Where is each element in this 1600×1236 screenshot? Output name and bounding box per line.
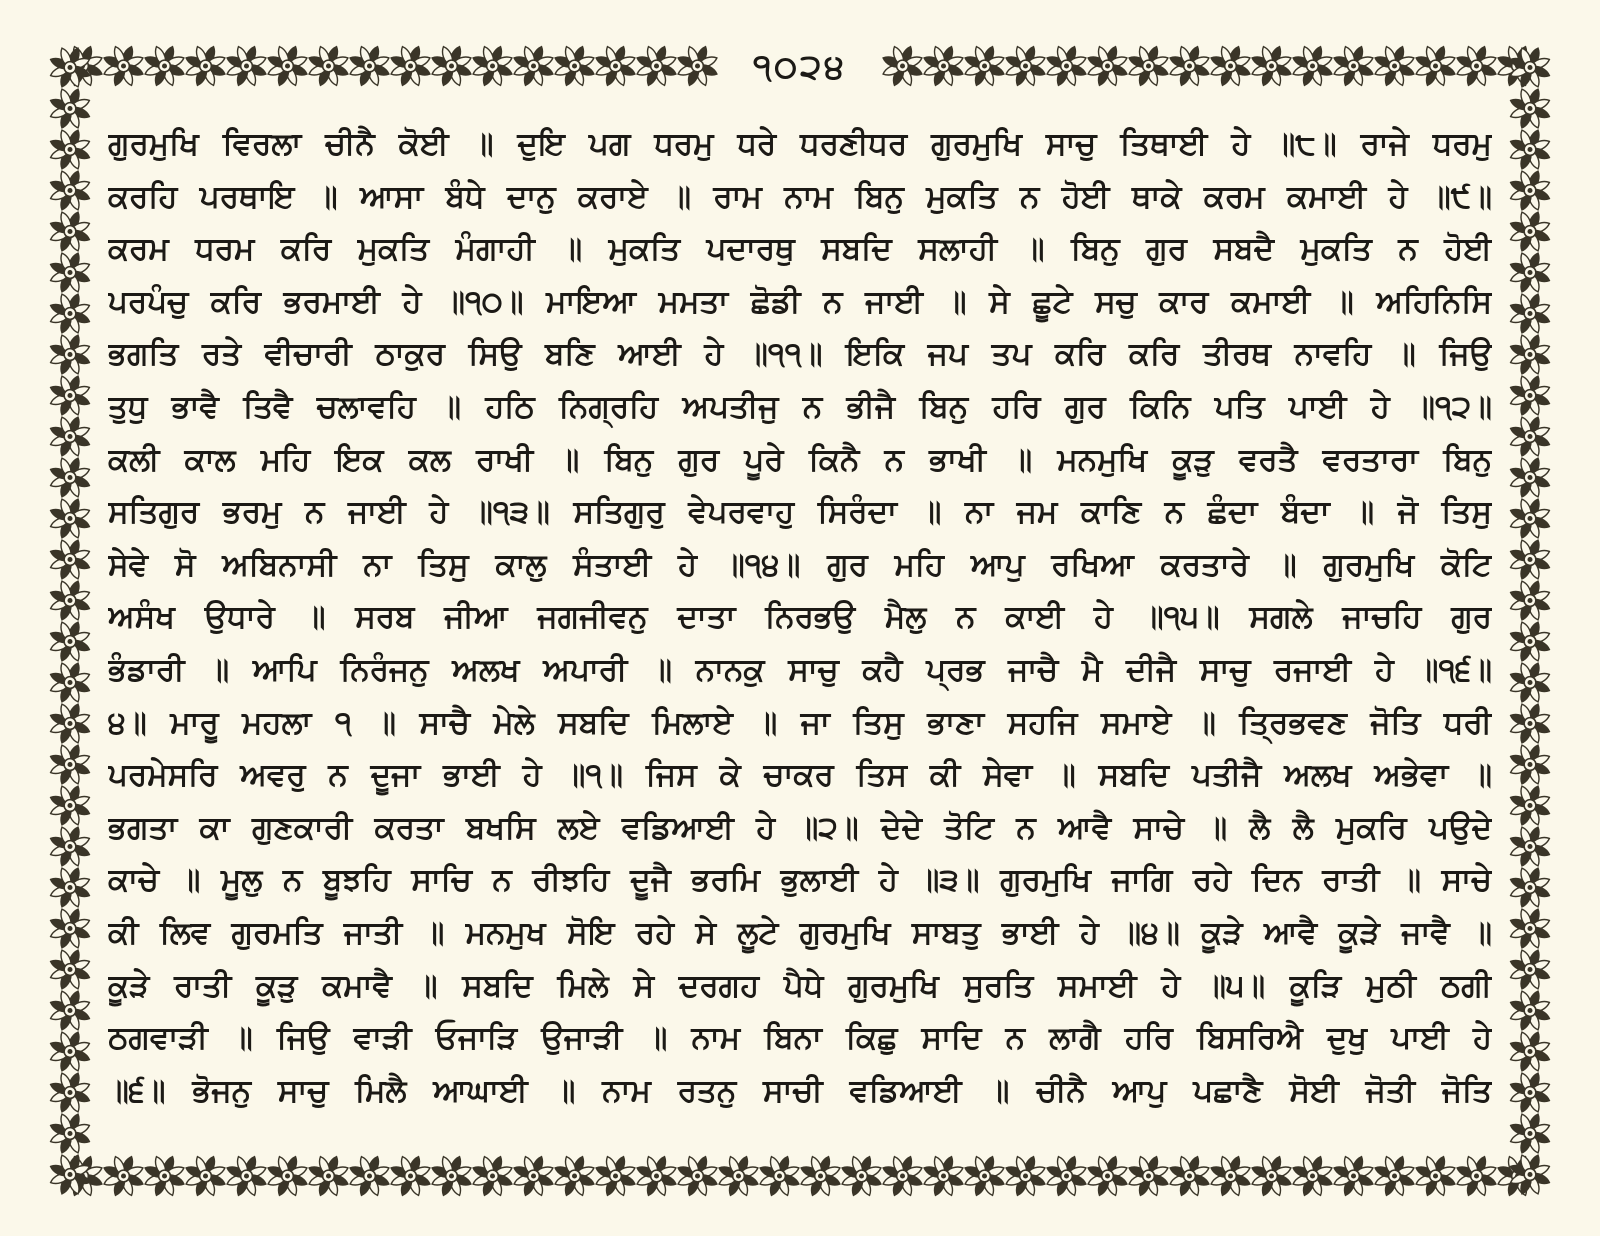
flower-ornament-icon xyxy=(1509,662,1551,704)
flower-ornament-icon xyxy=(49,744,91,786)
text-line: ਭੰਡਾਰੀ ॥ ਆਪਿ ਨਿਰੰਜਨੁ ਅਲਖ ਅਪਾਰੀ ॥ ਨਾਨਕੁ ਸਾਚੁ ਕਹੈ ਪ੍ਰਭ ਜਾਚੈ ਮੈ ਦੀਜੈ ਸਾਚੁ ਰਜਾਈ ਹੇ ॥੧੬॥ xyxy=(108,651,1492,688)
flower-ornament-icon xyxy=(595,45,637,87)
flower-ornament-icon xyxy=(49,457,91,499)
flower-ornament-icon xyxy=(49,703,91,745)
flower-ornament-icon xyxy=(226,45,268,87)
text-line: ਕਾਚੇ ॥ ਮੂਲੁ ਨ ਬੂਝਹਿ ਸਾਚਿ ਨ ਰੀਝਹਿ ਦੂਜੈ ਭਰਮਿ ਭੁਲਾਈ ਹੇ ॥੩॥ ਗੁਰਮੁਖਿ ਜਾਗਿ ਰਹੇ ਦਿਨ ਰਾਤੀ ॥ ਸਾਚੇ xyxy=(108,862,1492,899)
flower-ornament-icon xyxy=(1509,990,1551,1032)
flower-ornament-icon xyxy=(1509,293,1551,335)
flower-ornament-icon xyxy=(1509,580,1551,622)
text-line: ॥੬॥ ਭੋਜਨੁ ਸਾਚੁ ਮਿਲੈ ਆਘਾਈ ॥ ਨਾਮ ਰਤਨੁ ਸਾਚੀ ਵਡਿਆਈ ॥ ਚੀਨੈ ਆਪੁ ਪਛਾਣੈ ਸੋਈ ਜੋਤੀ ਜੋਤਿ xyxy=(108,1072,1492,1109)
text-line: ਪਰਮੇਸਰਿ ਅਵਰੁ ਨ ਦੂਜਾ ਭਾਈ ਹੇ ॥੧॥ ਜਿਸ ਕੇ ਚਾਕਰ ਤਿਸ ਕੀ ਸੇਵਾ ॥ ਸਬਦਿ ਪਤੀਜੈ ਅਲਖ ਅਭੇਵਾ ॥ xyxy=(108,757,1492,794)
flower-ornament-icon xyxy=(49,662,91,704)
flower-ornament-icon xyxy=(49,416,91,458)
flower-ornament-icon xyxy=(513,45,555,87)
flower-ornament-icon xyxy=(267,45,309,87)
text-line: ਪਰਪੰਚੁ ਕਰਿ ਭਰਮਾਈ ਹੇ ॥੧੦॥ ਮਾਇਆ ਮਮਤਾ ਛੋਡੀ ਨ ਜਾਈ ॥ ਸੇ ਛੂਟੇ ਸਚੁ ਕਾਰ ਕਮਾਈ ॥ ਅਹਿਨਿਸਿ xyxy=(108,283,1492,320)
flower-ornament-icon xyxy=(1509,1031,1551,1073)
text-line: ਭਗਤਿ ਰਤੇ ਵੀਚਾਰੀ ਠਾਕੁਰ ਸਿਉ ਬਣਿ ਆਈ ਹੇ ॥੧੧॥ ਇਕਿ ਜਪ ਤਪ ਕਰਿ ਕਰਿ ਤੀਰਥ ਨਾਵਹਿ ॥ ਜਿਉ xyxy=(108,336,1492,373)
flower-ornament-icon xyxy=(1509,334,1551,376)
flower-ornament-icon xyxy=(49,1113,91,1155)
flower-ornament-icon xyxy=(49,1072,91,1114)
flower-ornament-icon xyxy=(49,908,91,950)
flower-ornament-icon xyxy=(49,47,91,89)
flower-ornament-icon xyxy=(1509,1154,1551,1196)
flower-ornament-icon xyxy=(308,45,350,87)
flower-ornament-icon xyxy=(1128,45,1170,87)
flower-ornament-icon xyxy=(49,1031,91,1073)
border-left-ornaments xyxy=(42,38,98,1204)
flower-ornament-icon xyxy=(49,498,91,540)
flower-ornament-icon xyxy=(49,785,91,827)
flower-ornament-icon xyxy=(1509,744,1551,786)
flower-ornament-icon xyxy=(1046,45,1088,87)
flower-ornament-icon xyxy=(554,45,596,87)
flower-ornament-icon xyxy=(1509,170,1551,212)
flower-ornament-icon xyxy=(1509,949,1551,991)
flower-ornament-icon xyxy=(923,45,965,87)
flower-ornament-icon xyxy=(1509,129,1551,171)
flower-ornament-icon xyxy=(49,334,91,376)
flower-ornament-icon xyxy=(49,170,91,212)
flower-ornament-icon xyxy=(472,45,514,87)
flower-ornament-icon xyxy=(1087,45,1129,87)
flower-ornament-icon xyxy=(185,45,227,87)
text-line: ਕੀ ਲਿਵ ਗੁਰਮਤਿ ਜਾਤੀ ॥ ਮਨਮੁਖ ਸੋਇ ਰਹੇ ਸੇ ਲੂਟੇ ਗੁਰਮੁਖਿ ਸਾਬਤੁ ਭਾਈ ਹੇ ॥੪॥ ਕੂੜੇ ਆਵੈ ਕੂੜੇ ਜਾਵੈ ॥ xyxy=(108,914,1492,951)
text-line: ਠਗਵਾੜੀ ॥ ਜਿਉ ਵਾੜੀ ਓਜਾੜਿ ਉਜਾੜੀ ॥ ਨਾਮ ਬਿਨਾ ਕਿਛੁ ਸਾਦਿ ਨ ਲਾਗੈ ਹਰਿ ਬਿਸਰਿਐ ਦੁਖੁ ਪਾਈ ਹੇ xyxy=(108,1020,1492,1057)
flower-ornament-icon xyxy=(1210,45,1252,87)
text-line: ਅਸੰਖ ਉਧਾਰੇ ॥ ਸਰਬ ਜੀਆ ਜਗਜੀਵਨੁ ਦਾਤਾ ਨਿਰਭਉ ਮੈਲੁ ਨ ਕਾਈ ਹੇ ॥੧੫॥ ਸਗਲੇ ਜਾਚਹਿ ਗੁਰ xyxy=(108,599,1492,636)
scripture-text xyxy=(108,118,1492,1118)
text-line: ੪॥ ਮਾਰੂ ਮਹਲਾ ੧ ॥ ਸਾਚੈ ਮੇਲੇ ਸਬਦਿ ਮਿਲਾਏ ॥ ਜਾ ਤਿਸੁ ਭਾਣਾ ਸਹਜਿ ਸਮਾਏ ॥ ਤ੍ਰਿਭਵਣ ਜੋਤਿ ਧਰੀ xyxy=(108,704,1492,741)
flower-ornament-icon xyxy=(49,1154,91,1196)
flower-ornament-icon xyxy=(49,88,91,130)
flower-ornament-icon xyxy=(49,621,91,663)
flower-ornament-icon xyxy=(1509,621,1551,663)
text-line: ਕਰਮ ਧਰਮ ਕਰਿ ਮੁਕਤਿ ਮੰਗਾਹੀ ॥ ਮੁਕਤਿ ਪਦਾਰਥੁ ਸਬਦਿ ਸਲਾਹੀ ॥ ਬਿਨੁ ਗੁਰ ਸਬਦੈ ਮੁਕਤਿ ਨ ਹੋਈ xyxy=(108,231,1492,268)
flower-ornament-icon xyxy=(49,867,91,909)
flower-ornament-icon xyxy=(1374,45,1416,87)
flower-ornament-icon xyxy=(49,375,91,417)
text-line: ਸੇਵੇ ਸੋ ਅਬਿਨਾਸੀ ਨਾ ਤਿਸੁ ਕਾਲੁ ਸੰਤਾਈ ਹੇ ॥੧੪॥ ਗੁਰ ਮਹਿ ਆਪੁ ਰਖਿਆ ਕਰਤਾਰੇ ॥ ਗੁਰਮੁਖਿ ਕੋਟਿ xyxy=(108,546,1492,583)
flower-ornament-icon xyxy=(49,129,91,171)
flower-ornament-icon xyxy=(49,826,91,868)
flower-ornament-icon xyxy=(1509,416,1551,458)
ornament-strip xyxy=(42,38,98,1204)
text-line: ਸਤਿਗੁਰ ਭਰਮੁ ਨ ਜਾਈ ਹੇ ॥੧੩॥ ਸਤਿਗੁਰੁ ਵੇਪਰਵਾਹੁ ਸਿਰੰਦਾ ॥ ਨਾ ਜਮ ਕਾਣਿ ਨ ਛੰਦਾ ਬੰਦਾ ॥ ਜੋ ਤਿਸੁ xyxy=(108,494,1492,531)
flower-ornament-icon xyxy=(431,45,473,87)
flower-ornament-icon xyxy=(49,539,91,581)
flower-ornament-icon xyxy=(390,45,432,87)
text-line: ਗੁਰਮੁਖਿ ਵਿਰਲਾ ਚੀਨੈ ਕੋਈ ॥ ਦੁਇ ਪਗ ਧਰਮੁ ਧਰੇ ਧਰਣੀਧਰ ਗੁਰਮੁਖਿ ਸਾਚੁ ਤਿਥਾਈ ਹੇ ॥੮॥ ਰਾਜੇ ਧਰਮੁ xyxy=(108,126,1492,162)
text-line: ਕਰਹਿ ਪਰਥਾਇ ॥ ਆਸਾ ਬੰਧੇ ਦਾਨੁ ਕਰਾਏ ॥ ਰਾਮ ਨਾਮ ਬਿਨੁ ਮੁਕਤਿ ਨ ਹੋਈ ਥਾਕੇ ਕਰਮ ਕਮਾਈ ਹੇ ॥੯॥ xyxy=(108,178,1492,215)
flower-ornament-icon xyxy=(49,293,91,335)
border-right-ornaments xyxy=(1502,38,1558,1204)
flower-ornament-icon xyxy=(1509,703,1551,745)
flower-ornament-icon xyxy=(49,211,91,253)
flower-ornament-icon xyxy=(1509,867,1551,909)
flower-ornament-icon xyxy=(1509,47,1551,89)
flower-ornament-icon xyxy=(1509,457,1551,499)
ornament-strip xyxy=(1502,38,1558,1204)
flower-ornament-icon xyxy=(1415,45,1457,87)
flower-ornament-icon xyxy=(1509,785,1551,827)
flower-ornament-icon xyxy=(1169,45,1211,87)
flower-ornament-icon xyxy=(103,45,145,87)
flower-ornament-icon xyxy=(49,949,91,991)
flower-ornament-icon xyxy=(1509,375,1551,417)
flower-ornament-icon xyxy=(882,45,924,87)
flower-ornament-icon xyxy=(1509,498,1551,540)
flower-ornament-icon xyxy=(677,45,719,87)
flower-ornament-icon xyxy=(1509,1072,1551,1114)
flower-ornament-icon xyxy=(144,45,186,87)
flower-ornament-icon xyxy=(1509,88,1551,130)
flower-ornament-icon xyxy=(1456,45,1498,87)
flower-ornament-icon xyxy=(1005,45,1047,87)
flower-ornament-icon xyxy=(1292,45,1334,87)
flower-ornament-icon xyxy=(1509,211,1551,253)
flower-ornament-icon xyxy=(1333,45,1375,87)
text-line: ਕੂੜੇ ਰਾਤੀ ਕੂੜੁ ਕਮਾਵੈ ॥ ਸਬਦਿ ਮਿਲੇ ਸੇ ਦਰਗਹ ਪੈਧੇ ਗੁਰਮੁਖਿ ਸੁਰਤਿ ਸਮਾਈ ਹੇ ॥੫॥ ਕੂੜਿ ਮੁਠੀ ਠਗੀ xyxy=(108,967,1492,1004)
flower-ornament-icon xyxy=(1509,908,1551,950)
flower-ornament-icon xyxy=(49,252,91,294)
flower-ornament-icon xyxy=(49,990,91,1032)
flower-ornament-icon xyxy=(1509,1113,1551,1155)
text-line xyxy=(108,1117,1492,1170)
flower-ornament-icon xyxy=(1509,252,1551,294)
text-line: ਤੁਧੁ ਭਾਵੈ ਤਿਵੈ ਚਲਾਵਹਿ ॥ ਹਠਿ ਨਿਗ੍ਰਹਿ ਅਪਤੀਜੁ ਨ ਭੀਜੈ ਬਿਨੁ ਹਰਿ ਗੁਰ ਕਿਨਿ ਪਤਿ ਪਾਈ ਹੇ ॥੧੨॥ xyxy=(108,388,1492,425)
flower-ornament-icon xyxy=(636,45,678,87)
flower-ornament-icon xyxy=(349,45,391,87)
flower-ornament-icon xyxy=(964,45,1006,87)
flower-ornament-icon xyxy=(1251,45,1293,87)
text-line: ਭਗਤਾ ਕਾ ਗੁਣਕਾਰੀ ਕਰਤਾ ਬਖਸਿ ਲਏ ਵਡਿਆਈ ਹੇ ॥੨॥ ਦੇਦੇ ਤੋਟਿ ਨ ਆਵੈ ਸਾਚੇ ॥ ਲੈ ਲੈ ਮੁਕਰਿ ਪਉਦੇ xyxy=(108,809,1492,846)
flower-ornament-icon xyxy=(49,580,91,622)
flower-ornament-icon xyxy=(1509,539,1551,581)
flower-ornament-icon xyxy=(1509,826,1551,868)
text-line: ਕਲੀ ਕਾਲ ਮਹਿ ਇਕ ਕਲ ਰਾਖੀ ॥ ਬਿਨੁ ਗੁਰ ਪੂਰੇ ਕਿਨੈ ਨ ਭਾਖੀ ॥ ਮਨਮੁਖਿ ਕੂੜੁ ਵਰਤੈ ਵਰਤਾਰਾ ਬਿਨੁ xyxy=(108,441,1492,478)
page-number: ੧੦੨੪ xyxy=(736,38,864,96)
